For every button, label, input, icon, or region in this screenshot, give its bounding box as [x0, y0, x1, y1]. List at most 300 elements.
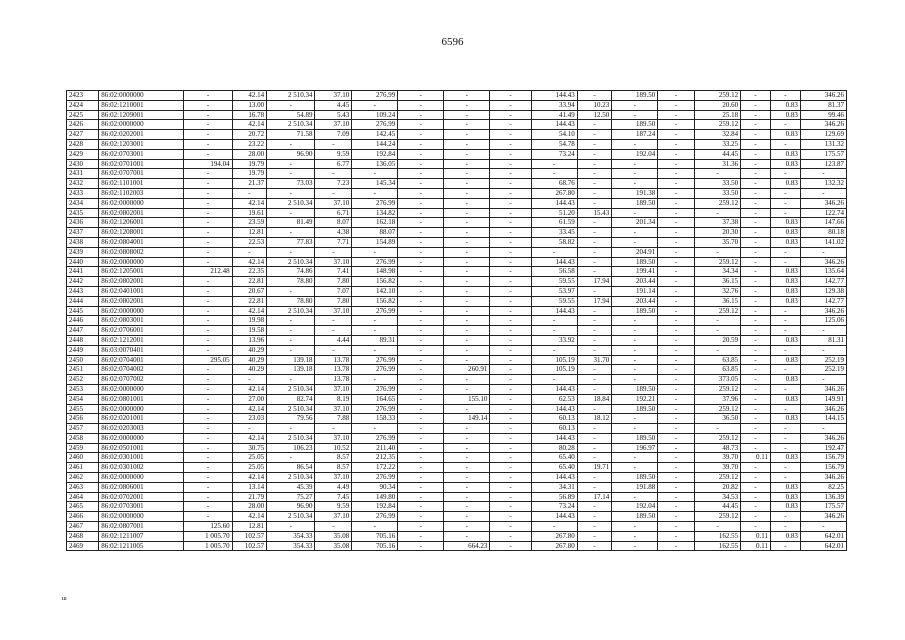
value-cell: - [184, 463, 232, 473]
value-cell: 144.43 [531, 404, 577, 414]
value-cell: - [444, 433, 490, 443]
value-cell: - [658, 286, 695, 296]
value-cell: - [658, 149, 695, 159]
value-cell: - [398, 394, 444, 404]
value-cell: - [315, 139, 352, 149]
cadastral-code-cell: 86:02:0000000 [99, 512, 184, 522]
row-number-cell: 2423 [67, 91, 99, 101]
value-cell: - [695, 169, 741, 179]
value-cell: 37.10 [315, 257, 352, 267]
value-cell: - [184, 433, 232, 443]
value-cell: - [444, 463, 490, 473]
value-cell: 54.78 [531, 139, 577, 149]
value-cell: - [658, 228, 695, 238]
value-cell: 142.77 [800, 277, 846, 287]
value-cell: - [184, 188, 232, 198]
value-cell: 42.14 [232, 512, 267, 522]
value-cell: - [267, 169, 315, 179]
value-cell: 12.81 [232, 228, 267, 238]
table-body [67, 91, 847, 551]
cadastral-code-cell: 86:02:0707001 [99, 169, 184, 179]
value-cell: 276.99 [352, 120, 398, 130]
value-cell: 59.55 [531, 296, 577, 306]
value-cell: 7.07 [315, 286, 352, 296]
value-cell: 19.58 [232, 326, 267, 336]
value-cell: 0.83 [770, 414, 800, 424]
row-number-cell: 2448 [67, 335, 99, 345]
table-row [67, 326, 847, 336]
value-cell: - [184, 100, 232, 110]
value-cell: - [315, 247, 352, 257]
value-cell: - [490, 433, 531, 443]
value-cell: 13.14 [232, 482, 267, 492]
row-number-cell: 2436 [67, 218, 99, 228]
value-cell: 212.48 [184, 267, 232, 277]
value-cell: 13.96 [232, 335, 267, 345]
value-cell: - [398, 100, 444, 110]
value-cell: - [267, 100, 315, 110]
value-cell: 139.18 [267, 365, 315, 375]
value-cell: 149.14 [444, 414, 490, 424]
value-cell: - [398, 277, 444, 287]
value-cell: 33.94 [531, 100, 577, 110]
value-cell: - [444, 100, 490, 110]
value-cell: 346.26 [800, 473, 846, 483]
value-cell: 89.31 [352, 335, 398, 345]
value-cell: - [184, 198, 232, 208]
table-row [67, 512, 847, 522]
value-cell: 136.05 [352, 159, 398, 169]
value-cell: - [612, 375, 658, 385]
value-cell: - [398, 159, 444, 169]
value-cell: - [444, 218, 490, 228]
value-cell: - [315, 326, 352, 336]
value-cell: - [741, 306, 771, 316]
value-cell: - [490, 316, 531, 326]
value-cell: - [577, 149, 612, 159]
value-cell: - [741, 375, 771, 385]
value-cell: - [490, 375, 531, 385]
value-cell: 75.27 [267, 492, 315, 502]
cadastral-code-cell: 86:02:0802001 [99, 277, 184, 287]
value-cell: - [398, 326, 444, 336]
value-cell: - [577, 218, 612, 228]
value-cell: - [770, 404, 800, 414]
value-cell: 346.26 [800, 306, 846, 316]
value-cell: 6.71 [315, 208, 352, 218]
row-number-cell: 2430 [67, 159, 99, 169]
value-cell: 39.70 [695, 463, 741, 473]
value-cell: 2 510.34 [267, 257, 315, 267]
table-row [67, 375, 847, 385]
data-table [66, 90, 847, 551]
value-cell: 36.15 [695, 296, 741, 306]
value-cell: 8.57 [315, 463, 352, 473]
value-cell: - [490, 188, 531, 198]
value-cell: 295.05 [184, 355, 232, 365]
value-cell: - [184, 237, 232, 247]
value-cell: - [398, 198, 444, 208]
row-number-cell: 2469 [67, 541, 99, 551]
value-cell: - [612, 355, 658, 365]
value-cell: 2 510.34 [267, 433, 315, 443]
value-cell: - [184, 512, 232, 522]
value-cell: 189.50 [612, 120, 658, 130]
value-cell: - [444, 531, 490, 541]
value-cell: 276.99 [352, 257, 398, 267]
value-cell: - [315, 169, 352, 179]
value-cell: 191.14 [612, 286, 658, 296]
value-cell: 142.45 [352, 130, 398, 140]
value-cell: - [490, 482, 531, 492]
value-cell: - [741, 139, 771, 149]
value-cell: 192.47 [800, 443, 846, 453]
value-cell: - [398, 453, 444, 463]
value-cell: 354.33 [267, 531, 315, 541]
value-cell: 189.50 [612, 91, 658, 101]
value-cell: - [444, 237, 490, 247]
value-cell: 346.26 [800, 404, 846, 414]
value-cell: 37.10 [315, 198, 352, 208]
value-cell: 37.10 [315, 384, 352, 394]
value-cell: - [612, 169, 658, 179]
cadastral-code-cell: 86:02:1212001 [99, 335, 184, 345]
value-cell: - [658, 541, 695, 551]
value-cell: 212.35 [352, 453, 398, 463]
value-cell: 13.78 [315, 365, 352, 375]
value-cell: 203.44 [612, 277, 658, 287]
value-cell: 189.50 [612, 198, 658, 208]
table-row [67, 365, 847, 375]
value-cell: 58.82 [531, 237, 577, 247]
cadastral-code-cell: 86:02:0707002 [99, 375, 184, 385]
value-cell: - [184, 414, 232, 424]
value-cell: - [444, 492, 490, 502]
value-cell: 81.37 [800, 100, 846, 110]
value-cell: - [577, 453, 612, 463]
value-cell: 42.14 [232, 120, 267, 130]
value-cell: 346.26 [800, 198, 846, 208]
value-cell: 88.07 [352, 228, 398, 238]
value-cell: 144.43 [531, 473, 577, 483]
value-cell: - [444, 443, 490, 453]
value-cell: - [577, 228, 612, 238]
value-cell: 28.00 [232, 502, 267, 512]
value-cell: 42.14 [232, 257, 267, 267]
value-cell: 7.41 [315, 267, 352, 277]
value-cell: 156.79 [800, 463, 846, 473]
value-cell: 276.99 [352, 306, 398, 316]
cadastral-code-cell: 86:02:0706001 [99, 326, 184, 336]
value-cell: 276.99 [352, 512, 398, 522]
table-row [67, 404, 847, 414]
value-cell: - [444, 188, 490, 198]
value-cell: - [398, 375, 444, 385]
value-cell: 123.87 [800, 159, 846, 169]
value-cell: - [398, 296, 444, 306]
value-cell: - [612, 208, 658, 218]
value-cell: - [398, 463, 444, 473]
value-cell: - [184, 110, 232, 120]
value-cell: - [577, 188, 612, 198]
value-cell: - [232, 424, 267, 434]
value-cell: - [741, 355, 771, 365]
row-number-cell: 2440 [67, 257, 99, 267]
value-cell: 0.83 [770, 159, 800, 169]
value-cell: 149.80 [352, 492, 398, 502]
value-cell: - [658, 208, 695, 218]
value-cell: - [741, 296, 771, 306]
cadastral-code-cell: 86:02:0501001 [99, 443, 184, 453]
value-cell: - [770, 120, 800, 130]
value-cell: 60.13 [531, 414, 577, 424]
value-cell: 45.39 [267, 482, 315, 492]
value-cell: - [741, 463, 771, 473]
value-cell: - [398, 531, 444, 541]
value-cell: - [658, 120, 695, 130]
value-cell: - [531, 326, 577, 336]
row-number-cell: 2427 [67, 130, 99, 140]
value-cell: 40.29 [232, 355, 267, 365]
value-cell: - [184, 502, 232, 512]
value-cell: 0.83 [770, 531, 800, 541]
value-cell: 196.97 [612, 443, 658, 453]
value-cell: - [577, 365, 612, 375]
value-cell: - [658, 365, 695, 375]
value-cell: - [267, 247, 315, 257]
value-cell: 42.14 [232, 306, 267, 316]
value-cell: - [490, 306, 531, 316]
value-cell: 149.91 [800, 394, 846, 404]
value-cell: 642.01 [800, 531, 846, 541]
value-cell: 63.85 [695, 365, 741, 375]
row-number-cell: 2461 [67, 463, 99, 473]
value-cell: - [695, 424, 741, 434]
value-cell: - [444, 335, 490, 345]
value-cell: 105.19 [531, 355, 577, 365]
value-cell: 4.49 [315, 482, 352, 492]
value-cell: - [398, 541, 444, 551]
row-number-cell: 2456 [67, 414, 99, 424]
row-number-cell: 2462 [67, 473, 99, 483]
value-cell: 42.14 [232, 91, 267, 101]
value-cell: - [184, 424, 232, 434]
value-cell: 25.18 [695, 110, 741, 120]
value-cell: - [577, 482, 612, 492]
value-cell: 144.43 [531, 512, 577, 522]
value-cell: 1 005.70 [184, 541, 232, 551]
value-cell: - [612, 228, 658, 238]
value-cell: - [398, 228, 444, 238]
value-cell: - [444, 296, 490, 306]
value-cell: - [658, 463, 695, 473]
value-cell: 18.12 [577, 414, 612, 424]
value-cell: - [658, 482, 695, 492]
row-number-cell: 2445 [67, 306, 99, 316]
value-cell: - [770, 188, 800, 198]
table-row [67, 473, 847, 483]
value-cell: 346.26 [800, 433, 846, 443]
value-cell: - [658, 384, 695, 394]
value-cell: - [490, 384, 531, 394]
value-cell: - [490, 267, 531, 277]
value-cell: - [577, 316, 612, 326]
value-cell: - [658, 247, 695, 257]
value-cell: - [741, 277, 771, 287]
value-cell: - [490, 159, 531, 169]
value-cell: - [577, 130, 612, 140]
table-row [67, 91, 847, 101]
value-cell: - [658, 296, 695, 306]
value-cell: - [398, 365, 444, 375]
value-cell: - [612, 424, 658, 434]
value-cell: 4.44 [315, 335, 352, 345]
value-cell: 0.83 [770, 267, 800, 277]
value-cell: - [741, 218, 771, 228]
value-cell: - [444, 179, 490, 189]
value-cell: 15.43 [577, 208, 612, 218]
value-cell: - [398, 247, 444, 257]
value-cell: 12.50 [577, 110, 612, 120]
value-cell: - [444, 247, 490, 257]
cadastral-code-cell: 86:02:0201001 [99, 414, 184, 424]
value-cell: 354.33 [267, 541, 315, 551]
value-cell: - [490, 169, 531, 179]
value-cell: 35.70 [695, 237, 741, 247]
value-cell: 33.50 [695, 179, 741, 189]
cadastral-code-cell: 86:02:0808002 [99, 247, 184, 257]
value-cell: - [741, 149, 771, 159]
row-number-cell: 2437 [67, 228, 99, 238]
value-cell: - [800, 375, 846, 385]
value-cell: - [444, 257, 490, 267]
value-cell: 37.10 [315, 91, 352, 101]
value-cell: 4.38 [315, 228, 352, 238]
value-cell: 90.34 [352, 482, 398, 492]
value-cell: 259.12 [695, 257, 741, 267]
value-cell: 31.36 [695, 159, 741, 169]
row-number-cell: 2454 [67, 394, 99, 404]
value-cell: - [531, 375, 577, 385]
value-cell: 2 510.34 [267, 473, 315, 483]
value-cell: 122.74 [800, 208, 846, 218]
table-row [67, 502, 847, 512]
value-cell: 39.70 [695, 453, 741, 463]
value-cell: 276.99 [352, 365, 398, 375]
row-number-cell: 2459 [67, 443, 99, 453]
value-cell: 7.71 [315, 237, 352, 247]
value-cell: - [267, 208, 315, 218]
value-cell: - [267, 522, 315, 532]
value-cell: - [315, 188, 352, 198]
value-cell: - [658, 277, 695, 287]
value-cell: - [352, 522, 398, 532]
value-cell: - [741, 130, 771, 140]
value-cell: - [398, 522, 444, 532]
value-cell: - [490, 149, 531, 159]
value-cell: 134.82 [352, 208, 398, 218]
value-cell: 252.19 [800, 355, 846, 365]
value-cell: - [490, 345, 531, 355]
value-cell: - [444, 277, 490, 287]
value-cell: - [770, 473, 800, 483]
value-cell: 33.25 [695, 139, 741, 149]
value-cell: - [398, 502, 444, 512]
value-cell: - [770, 541, 800, 551]
value-cell: - [398, 91, 444, 101]
value-cell: - [184, 375, 232, 385]
value-cell: - [577, 384, 612, 394]
value-cell: - [800, 188, 846, 198]
value-cell: 8.57 [315, 453, 352, 463]
value-cell: 31.70 [577, 355, 612, 365]
value-cell: 132.32 [800, 179, 846, 189]
value-cell: - [741, 384, 771, 394]
value-cell: 346.26 [800, 384, 846, 394]
table-row [67, 296, 847, 306]
value-cell: 51.20 [531, 208, 577, 218]
table-row [67, 257, 847, 267]
cadastral-code-cell: 86:02:0301002 [99, 463, 184, 473]
value-cell: - [184, 384, 232, 394]
value-cell: 56.58 [531, 267, 577, 277]
value-cell: 42.14 [232, 433, 267, 443]
value-cell: - [577, 237, 612, 247]
value-cell: - [658, 531, 695, 541]
value-cell: 6.77 [315, 159, 352, 169]
value-cell: 20.82 [695, 482, 741, 492]
value-cell: 204.91 [612, 247, 658, 257]
value-cell: 28.00 [232, 149, 267, 159]
value-cell: - [770, 208, 800, 218]
value-cell: - [184, 326, 232, 336]
value-cell: 61.59 [531, 218, 577, 228]
row-number-cell: 2434 [67, 198, 99, 208]
cadastral-code-cell: 86:02:1101001 [99, 179, 184, 189]
table-row [67, 228, 847, 238]
table-row [67, 424, 847, 434]
value-cell: - [577, 159, 612, 169]
row-number-cell: 2425 [67, 110, 99, 120]
table-row [67, 345, 847, 355]
value-cell: 35.08 [315, 531, 352, 541]
value-cell: - [184, 228, 232, 238]
value-cell: - [770, 139, 800, 149]
value-cell: - [695, 208, 741, 218]
value-cell: - [577, 267, 612, 277]
value-cell: - [770, 247, 800, 257]
value-cell: 17.94 [577, 296, 612, 306]
value-cell: 37.10 [315, 512, 352, 522]
value-cell: - [184, 473, 232, 483]
value-cell: - [398, 384, 444, 394]
value-cell: - [398, 208, 444, 218]
value-cell: 276.99 [352, 433, 398, 443]
value-cell: - [444, 522, 490, 532]
value-cell: 34.34 [695, 267, 741, 277]
value-cell: - [490, 286, 531, 296]
value-cell: 0.83 [770, 218, 800, 228]
value-cell: 276.99 [352, 473, 398, 483]
value-cell: 259.12 [695, 473, 741, 483]
value-cell: 7.88 [315, 414, 352, 424]
value-cell: 144.43 [531, 120, 577, 130]
value-cell: - [490, 531, 531, 541]
value-cell: - [658, 492, 695, 502]
value-cell: - [658, 473, 695, 483]
value-cell: 156.79 [800, 453, 846, 463]
value-cell: 129.38 [800, 286, 846, 296]
